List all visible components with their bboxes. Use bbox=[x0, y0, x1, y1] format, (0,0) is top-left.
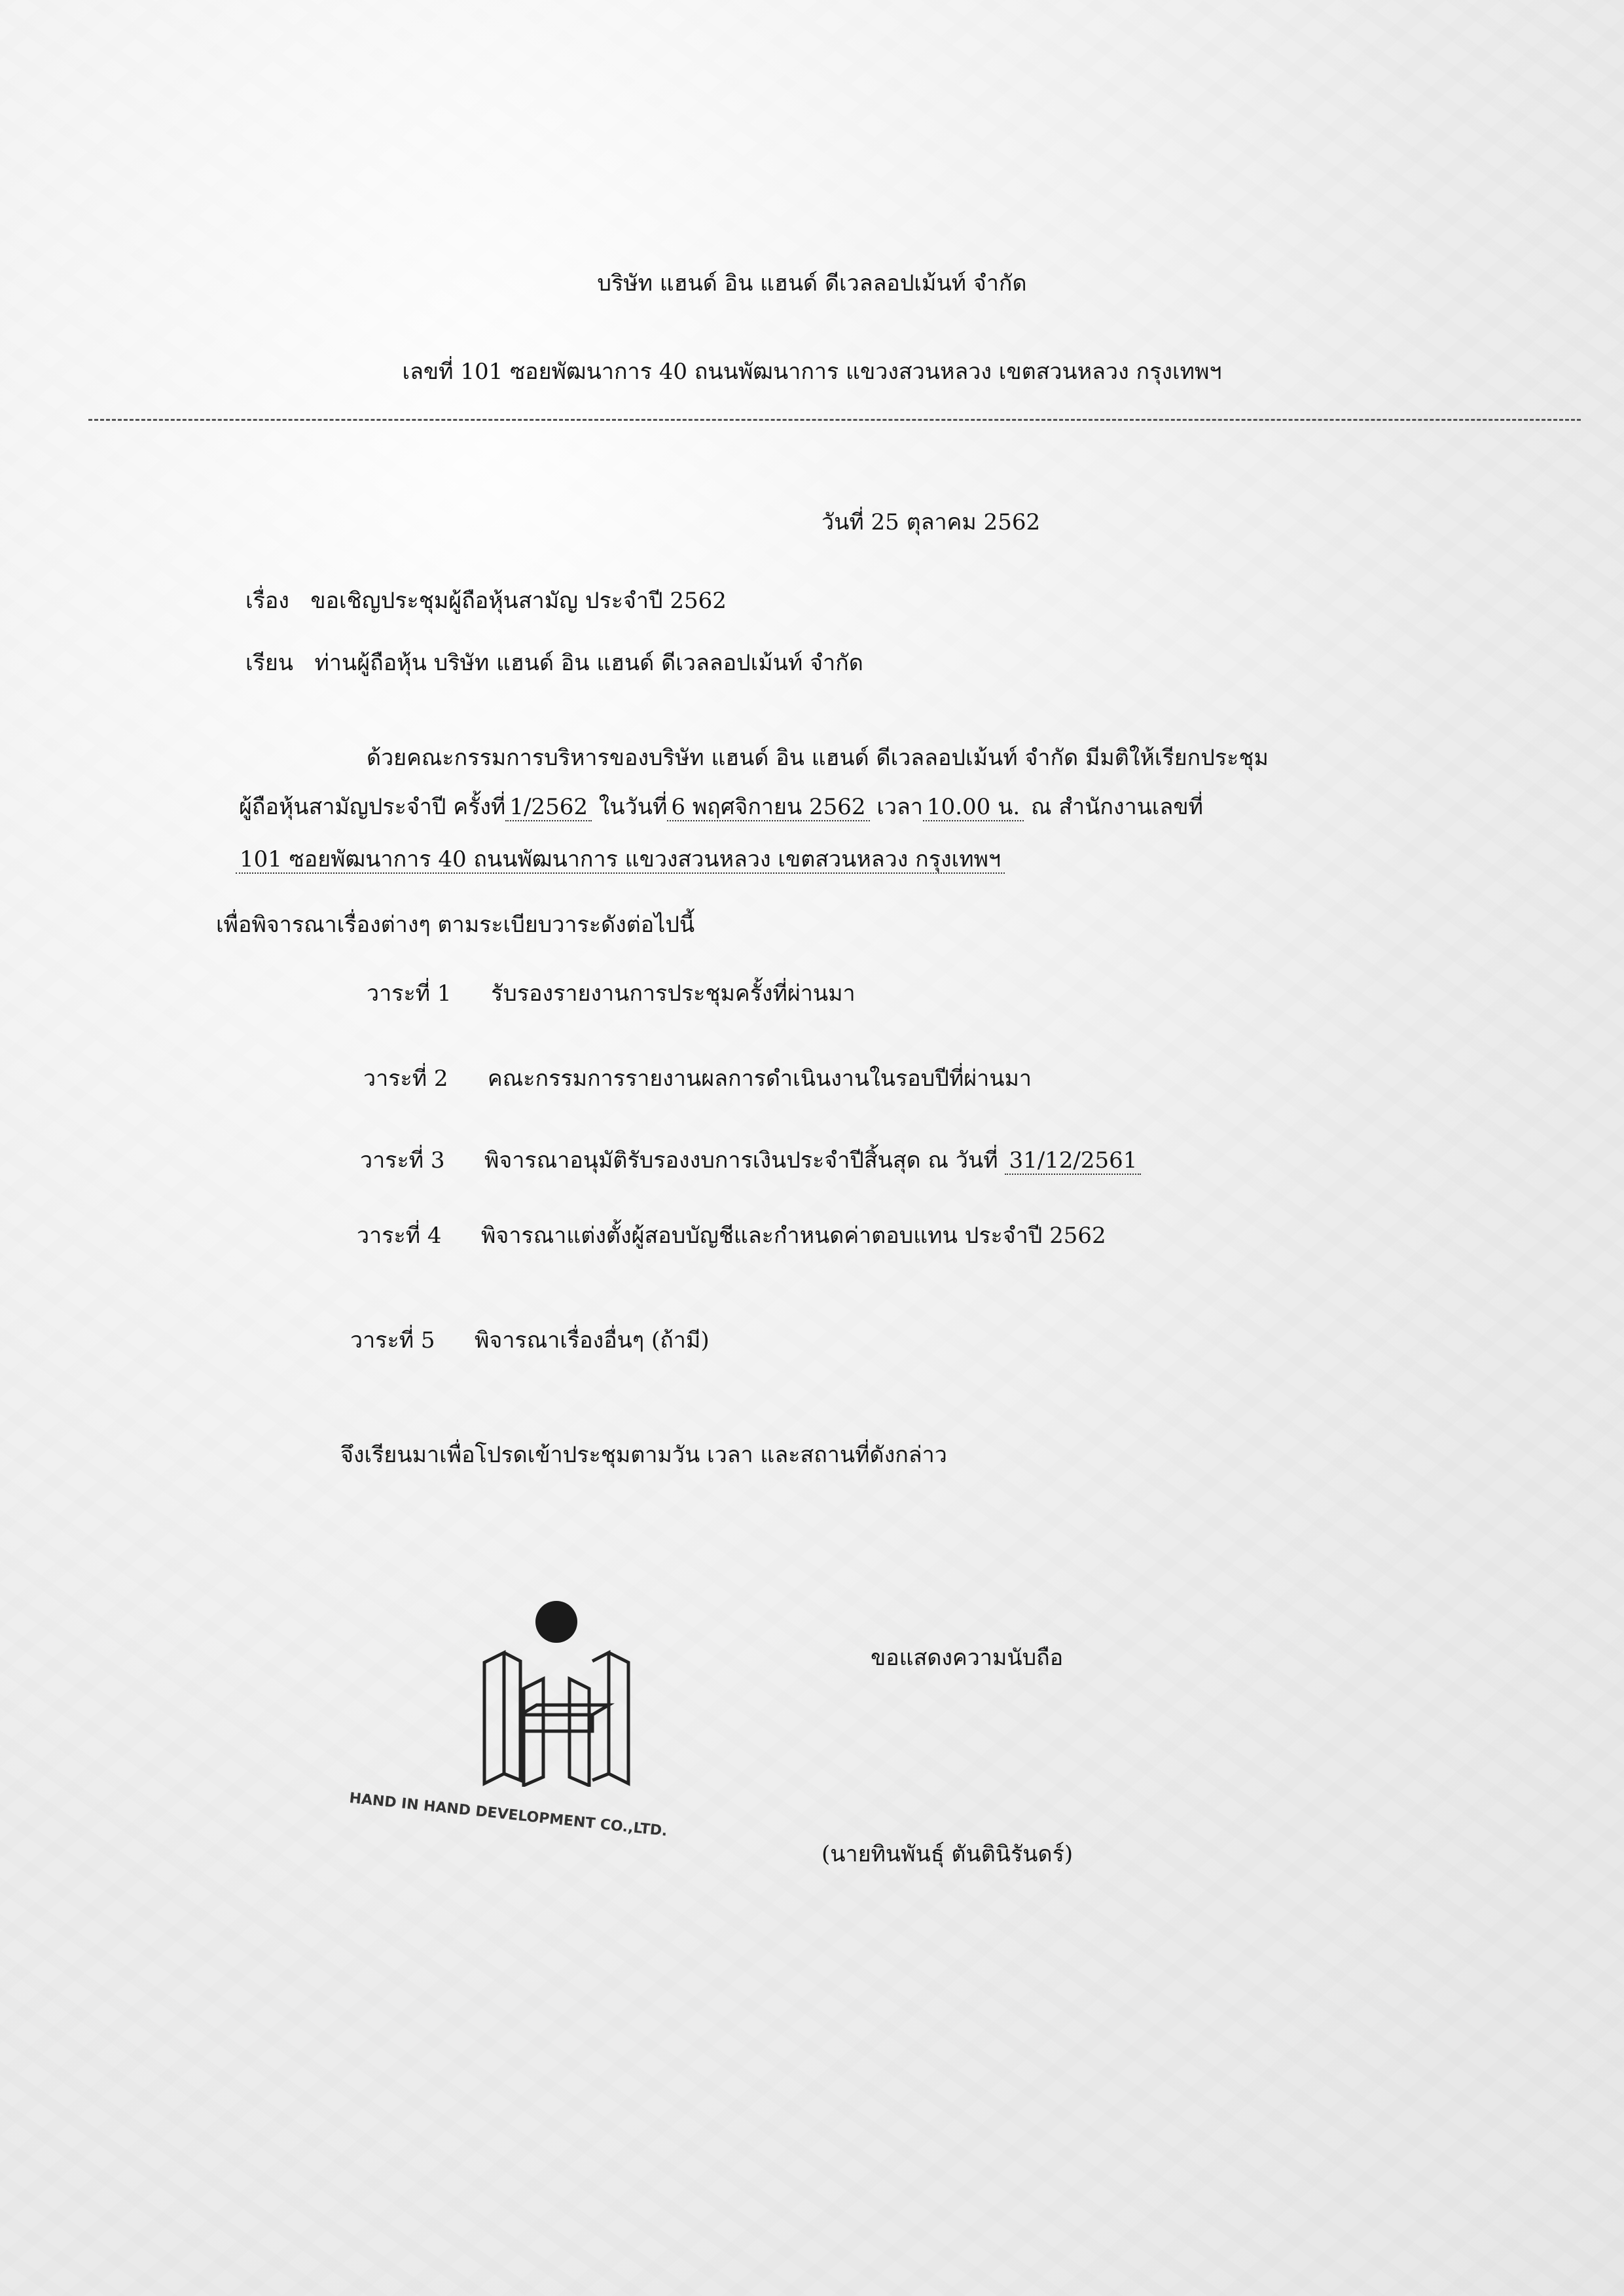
agenda-text: พิจารณาแต่งตั้งผู้สอบบัญชีและกำหนดค่าตอบแทน ประจำปี 2562 bbox=[481, 1223, 1106, 1249]
agenda-number: วาระที่ 4 bbox=[357, 1223, 442, 1249]
meeting-number: 1/2562 bbox=[505, 794, 592, 821]
subject-label: เรื่อง bbox=[245, 588, 289, 614]
agenda-item bbox=[360, 1142, 1141, 1177]
body-line-2-place-label: ณ สำนักงานเลขที่ bbox=[1030, 794, 1204, 820]
meeting-time: 10.00 น. bbox=[923, 794, 1024, 821]
agenda-number: วาระที่ 1 bbox=[367, 980, 452, 1007]
agenda-item bbox=[357, 1217, 1106, 1253]
letter-date: วันที่ 25 ตุลาคม 2562 bbox=[821, 509, 1041, 535]
agenda-text: พิจารณาอนุมัติรับรองงบการเงินประจำปีสิ้นสุด ณ วันที่ bbox=[484, 1147, 998, 1174]
agenda-text: คณะกรรมการรายงานผลการดำเนินงานในรอบปีที่ผ่านมา bbox=[488, 1066, 1032, 1092]
body-line-2-prefix: ผู้ถือหุ้นสามัญประจำปี ครั้งที่ bbox=[239, 794, 506, 820]
subject-line bbox=[245, 583, 727, 618]
agenda-date: 31/12/2561 bbox=[1005, 1147, 1141, 1175]
meeting-place: 101 ซอยพัฒนาการ 40 ถนนพัฒนาการ แขวงสวนหลวง เขตสวนหลวง กรุงเทพฯ bbox=[236, 846, 1005, 874]
agenda-item bbox=[350, 1322, 710, 1357]
hh-logo-icon bbox=[458, 1590, 655, 1787]
hh-logo-graphic bbox=[458, 1590, 655, 1787]
company-name: บริษัท แฮนด์ อิน แฮนด์ ดีเวลลอปเม้นท์ จำกัด bbox=[597, 270, 1027, 296]
agenda-item bbox=[367, 975, 856, 1011]
agenda-text: พิจารณาเรื่องอื่นๆ (ถ้ามี) bbox=[475, 1327, 710, 1354]
regards-text: ขอแสดงความนับถือ bbox=[871, 1645, 1064, 1671]
agenda-number: วาระที่ 5 bbox=[350, 1327, 435, 1354]
recipient-line bbox=[245, 645, 863, 680]
body-line-4: เพื่อพิจารณาเรื่องต่างๆ ตามระเบียบวาระดังต่อไปนี้ bbox=[216, 912, 695, 938]
agenda-number: วาระที่ 2 bbox=[363, 1066, 448, 1092]
agenda-number: วาระที่ 3 bbox=[360, 1147, 445, 1174]
closing-line: จึงเรียนมาเพื่อโปรดเข้าประชุมตามวัน เวลา และสถานที่ดังกล่าว bbox=[340, 1442, 947, 1468]
body-line-2-time-label: เวลา bbox=[876, 794, 923, 820]
agenda-item bbox=[363, 1060, 1032, 1096]
subject-text: ขอเชิญประชุมผู้ถือหุ้นสามัญ ประจำปี 2562 bbox=[310, 588, 727, 614]
company-address: เลขที่ 101 ซอยพัฒนาการ 40 ถนนพัฒนาการ แขวงสวนหลวง เขตสวนหลวง กรุงเทพฯ bbox=[402, 359, 1222, 385]
recipient-label: เรียน bbox=[245, 650, 294, 676]
recipient-text: ท่านผู้ถือหุ้น บริษัท แฮนด์ อิน แฮนด์ ดีเวลลอปเม้นท์ จำกัด bbox=[314, 650, 863, 676]
body-line-2 bbox=[239, 789, 1203, 824]
header-divider bbox=[88, 419, 1581, 421]
agenda-text: รับรองรายงานการประชุมครั้งที่ผ่านมา bbox=[491, 980, 856, 1007]
signer-name: (นายทินพันธุ์ ตันตินิรันดร์) bbox=[821, 1841, 1074, 1867]
body-line-1: ด้วยคณะกรรมการบริหารของบริษัท แฮนด์ อิน แฮนด์ ดีเวลลอปเม้นท์ จำกัด มีมติให้เรียกประชุม bbox=[367, 745, 1269, 771]
logo-caption: HAND IN HAND DEVELOPMENT CO.,LTD. bbox=[348, 1790, 668, 1840]
body-line-3 bbox=[236, 841, 1005, 876]
meeting-date: 6 พฤศจิกายน 2562 bbox=[667, 794, 869, 821]
body-line-2-date-label: ในวันที่ bbox=[598, 794, 668, 820]
